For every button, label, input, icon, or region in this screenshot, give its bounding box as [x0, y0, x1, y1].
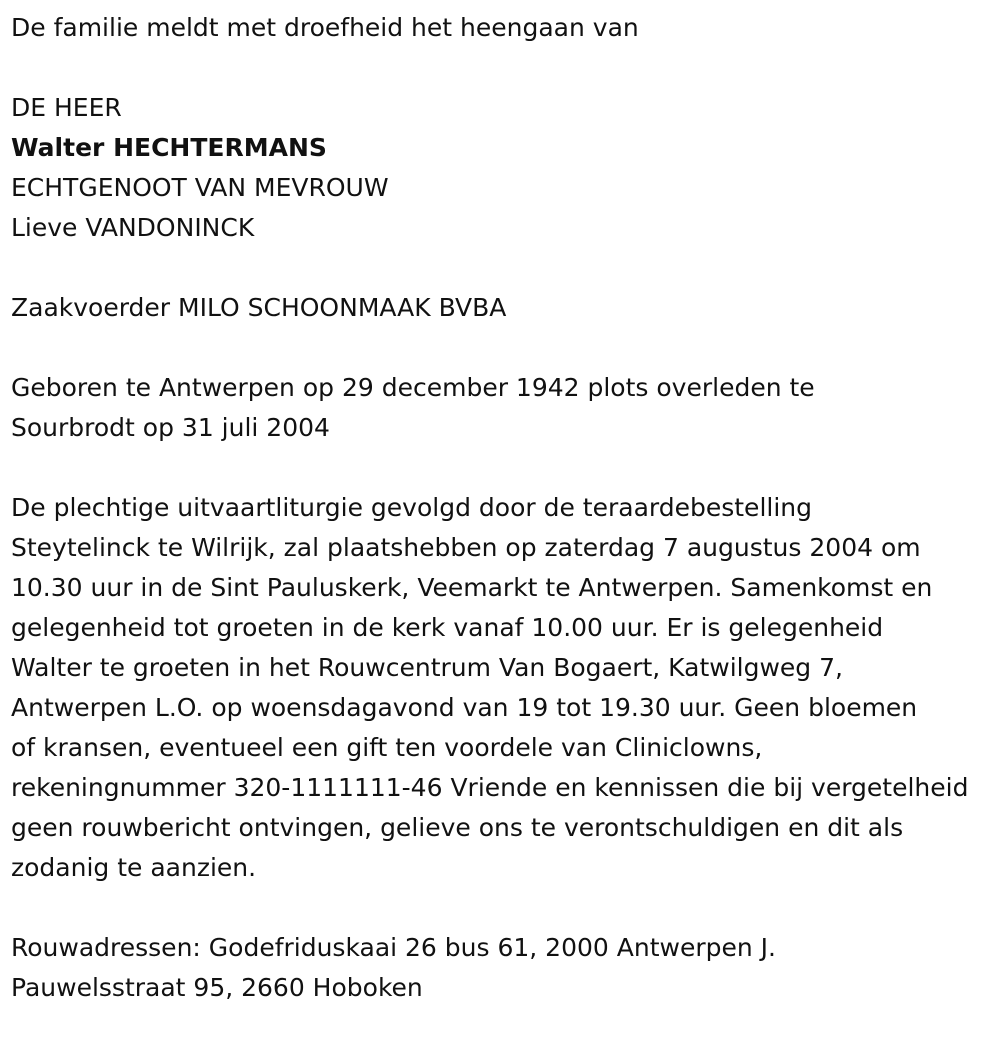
- birth-death-line: Geboren te Antwerpen op 29 december 1942 plots overleden te: [11, 373, 815, 402]
- spacer: [11, 448, 990, 488]
- funeral-line: De plechtige uitvaartliturgie gevolgd door de teraardebestelling: [11, 493, 812, 522]
- spacer: [11, 888, 990, 928]
- address-line: Pauwelsstraat 95, 2660 Hoboken: [11, 973, 423, 1002]
- funeral-line: Walter te groeten in het Rouwcentrum Van Bogaert, Katwilgweg 7,: [11, 653, 843, 682]
- funeral-line: rekeningnummer 320-1111111-46 Vriende en kennissen die bij vergetelheid: [11, 773, 969, 802]
- funeral-line: geen rouwbericht ontvingen, gelieve ons te verontschuldigen en dit als: [11, 813, 904, 842]
- spouse-label: ECHTGENOOT VAN MEVROUW: [11, 173, 389, 202]
- address-line: Rouwadressen: Godefriduskaai 26 bus 61, 2000 Antwerpen J.: [11, 933, 776, 962]
- addresses-paragraph: [11, 928, 990, 1008]
- occupation-text: Zaakvoerder MILO SCHOONMAAK BVBA: [11, 293, 507, 322]
- funeral-line: gelegenheid tot groeten in de kerk vanaf 10.00 uur. Er is gelegenheid: [11, 613, 884, 642]
- spacer: [11, 248, 990, 288]
- funeral-line: of kransen, eventueel een gift ten voordele van Cliniclowns,: [11, 733, 763, 762]
- funeral-line: Steytelinck te Wilrijk, zal plaatshebben op zaterdag 7 augustus 2004 om: [11, 533, 921, 562]
- birth-death-paragraph: [11, 368, 990, 448]
- funeral-line: 10.30 uur in de Sint Pauluskerk, Veemarkt te Antwerpen. Samenkomst en: [11, 573, 933, 602]
- spouse-name: Lieve VANDONINCK: [11, 213, 255, 242]
- deceased-name: Walter HECHTERMANS: [11, 133, 327, 162]
- funeral-paragraph: [11, 488, 990, 888]
- deceased-title: DE HEER: [11, 93, 122, 122]
- spacer: [11, 328, 990, 368]
- spacer: [11, 48, 990, 88]
- funeral-line: Antwerpen L.O. op woensdagavond van 19 tot 19.30 uur. Geen bloemen: [11, 693, 918, 722]
- intro-text: De familie meldt met droefheid het heengaan van: [11, 13, 639, 42]
- birth-death-line: Sourbrodt op 31 juli 2004: [11, 413, 330, 442]
- funeral-line: zodanig te aanzien.: [11, 853, 257, 882]
